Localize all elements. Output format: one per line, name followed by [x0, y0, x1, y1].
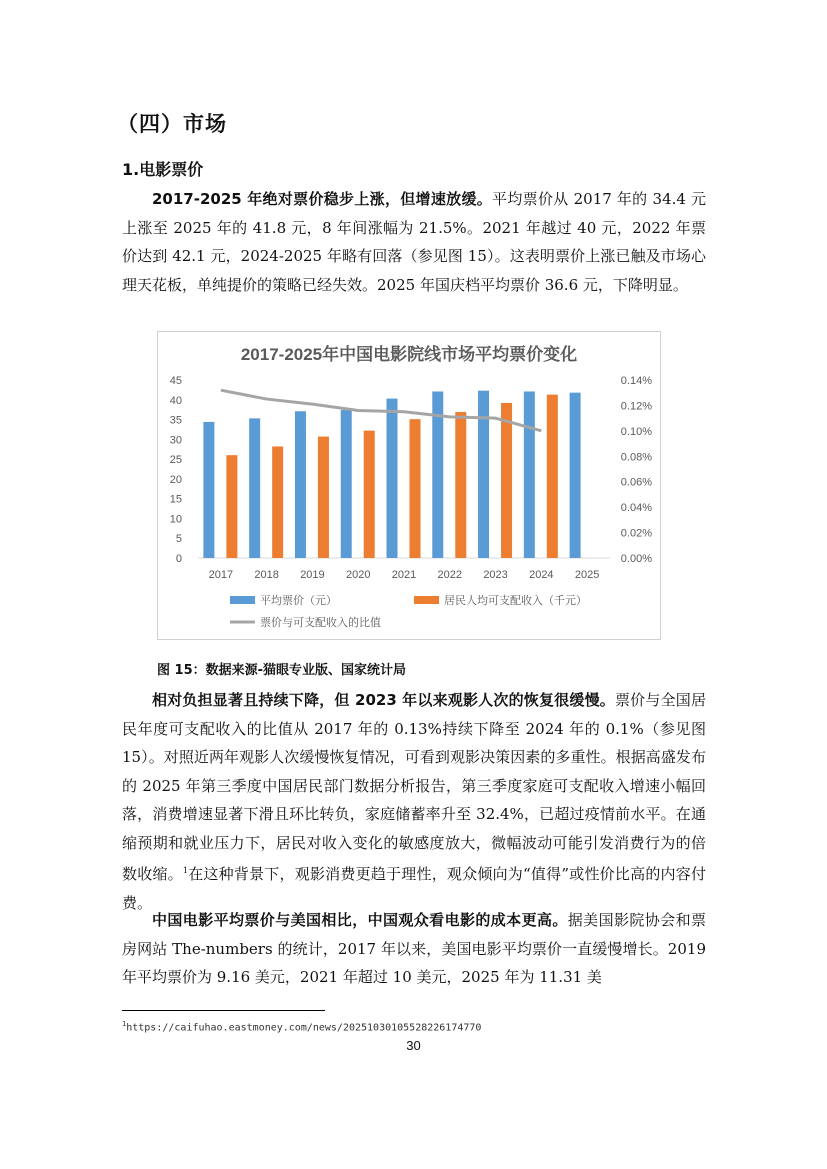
footnote-reference[interactable]: 1 [182, 866, 188, 875]
bar-disposable-income [547, 395, 558, 558]
bar-disposable-income [318, 437, 329, 558]
x-tick-label: 2017 [208, 569, 234, 581]
footnote-marker: 1 [122, 1020, 127, 1028]
x-tick-label: 2019 [300, 569, 325, 581]
y-tick-label-left: 15 [169, 493, 182, 506]
page-number: 30 [406, 1038, 421, 1053]
bar-disposable-income [501, 403, 512, 558]
bar-avg-ticket-price [203, 422, 214, 558]
chart-svg [158, 332, 660, 639]
paragraph-us-comparison [122, 906, 706, 992]
bar-disposable-income [226, 455, 237, 558]
chart-title: 2017-2025年中国电影院线市场平均票价变化 [240, 345, 578, 364]
x-tick-label: 2018 [254, 569, 279, 581]
y-tick-label-left: 20 [169, 473, 182, 486]
x-tick-label: 2023 [483, 569, 508, 581]
footnote-divider [122, 1010, 325, 1011]
bar-avg-ticket-price [478, 391, 489, 558]
x-tick-label: 2021 [391, 569, 417, 581]
y-tick-label-right: 0.00% [620, 553, 652, 565]
footnote-url[interactable]: https://caifuhao.eastmoney.com/news/20251030105528226174770 [126, 1022, 482, 1034]
y-tick-label-right: 0.08% [620, 451, 652, 464]
line-price-income-ratio [221, 390, 541, 431]
figure-caption: 图 15：数据来源-猫眼专业版、国家统计局 [157, 663, 407, 678]
subsection-title: 1.电影票价 [122, 160, 204, 179]
bar-avg-ticket-price [341, 410, 352, 558]
bar-avg-ticket-price [249, 418, 260, 558]
legend-disposable-income: 居民人均可支配收入（千元） [444, 595, 587, 607]
y-tick-label-right: 0.14% [620, 375, 652, 387]
paragraph-lead: 2017-2025 年绝对票价稳步上涨，但增速放缓。 [152, 190, 493, 208]
y-tick-label-left: 0 [175, 553, 182, 565]
bar-avg-ticket-price [524, 391, 535, 558]
x-tick-label: 2022 [437, 569, 463, 581]
y-tick-label-left: 45 [169, 375, 182, 387]
y-tick-label-right: 0.10% [620, 425, 652, 438]
paragraph-lead: 相对负担显著且持续下降，但 2023 年以来观影人次的恢复很缓慢。 [152, 691, 615, 709]
legend-avg-ticket-price-swatch [230, 596, 255, 604]
paragraph-ticket-price [122, 185, 706, 299]
y-tick-label-left: 30 [169, 434, 182, 447]
paragraph-body: 据美国影院协会和票房网站 The-numbers 的统计，2017 年以来，美国电影平均票价一直缓慢增长。2019 年平均票价为 9.16 美元，2021 年超过 10 美元，2025 年为 11.31 美 [122, 911, 706, 986]
y-tick-label-left: 5 [175, 533, 182, 546]
y-tick-label-left: 10 [169, 513, 182, 526]
paragraph-body: 平均票价从 2017 年的 34.4 元上涨至 2025 年的 41.8 元，8 年间涨幅为 21.5%。2021 年越过 40 元，2022 年票价达到 42.1 元，2024-2025 年略有回落（参见图 15）。这表明票价上涨已触及市场心理天花板，单纯提价的策略已经失效。2025 年国庆档平均票价 36.6 元，下降明显。 [122, 190, 706, 294]
legend-price-income-ratio: 票价与可支配收入的比值 [260, 617, 381, 629]
y-tick-label-right: 0.06% [620, 476, 652, 489]
legend-avg-ticket-price: 平均票价（元） [260, 595, 337, 607]
bar-disposable-income [410, 419, 421, 558]
x-tick-label: 2025 [574, 569, 600, 581]
bar-disposable-income [364, 431, 375, 558]
bar-disposable-income [272, 446, 283, 558]
paragraph-relative-burden [122, 686, 706, 917]
ticket-price-chart [157, 331, 661, 640]
bar-avg-ticket-price [387, 399, 398, 558]
paragraph-tail: 在这种背景下，观影消费更趋于理性，观众倾向为“值得”或性价比高的内容付费。 [122, 865, 706, 912]
y-tick-label-right: 0.12% [620, 400, 652, 413]
footnote [122, 1020, 481, 1033]
y-tick-label-left: 25 [169, 454, 182, 467]
x-tick-label: 2020 [345, 569, 371, 581]
section-title: （四）市场 [117, 112, 227, 136]
y-tick-label-left: 35 [169, 414, 182, 427]
legend-disposable-income-swatch [414, 596, 439, 604]
x-tick-label: 2024 [529, 569, 554, 581]
y-tick-label-right: 0.04% [620, 502, 652, 515]
y-tick-label-left: 40 [169, 394, 182, 407]
bar-disposable-income [455, 412, 466, 558]
bar-avg-ticket-price [570, 393, 581, 558]
paragraph-lead: 中国电影平均票价与美国相比，中国观众看电影的成本更高。 [152, 911, 568, 929]
bar-avg-ticket-price [295, 411, 306, 558]
paragraph-body: 票价与全国居民年度可支配收入的比值从 2017 年的 0.13%持续下降至 2024 年的 0.1%（参见图 15）。对照近两年观影人次缓慢恢复情况，可看到观影决策因素的多重性。根据高盛发布的 2025 年第三季度中国居民部门数据分析报告，第三季度家庭可支配收入增速小幅回落，消费增速显著下滑且环比转负，家庭储蓄率升至 32.4%，已超过疫情前水平。在通缩预期和就业压力下，居民对收入变化的敏感度放大，微幅波动可能引发消费行为的倍数收缩。 [122, 691, 706, 883]
y-tick-label-right: 0.02% [620, 527, 652, 540]
